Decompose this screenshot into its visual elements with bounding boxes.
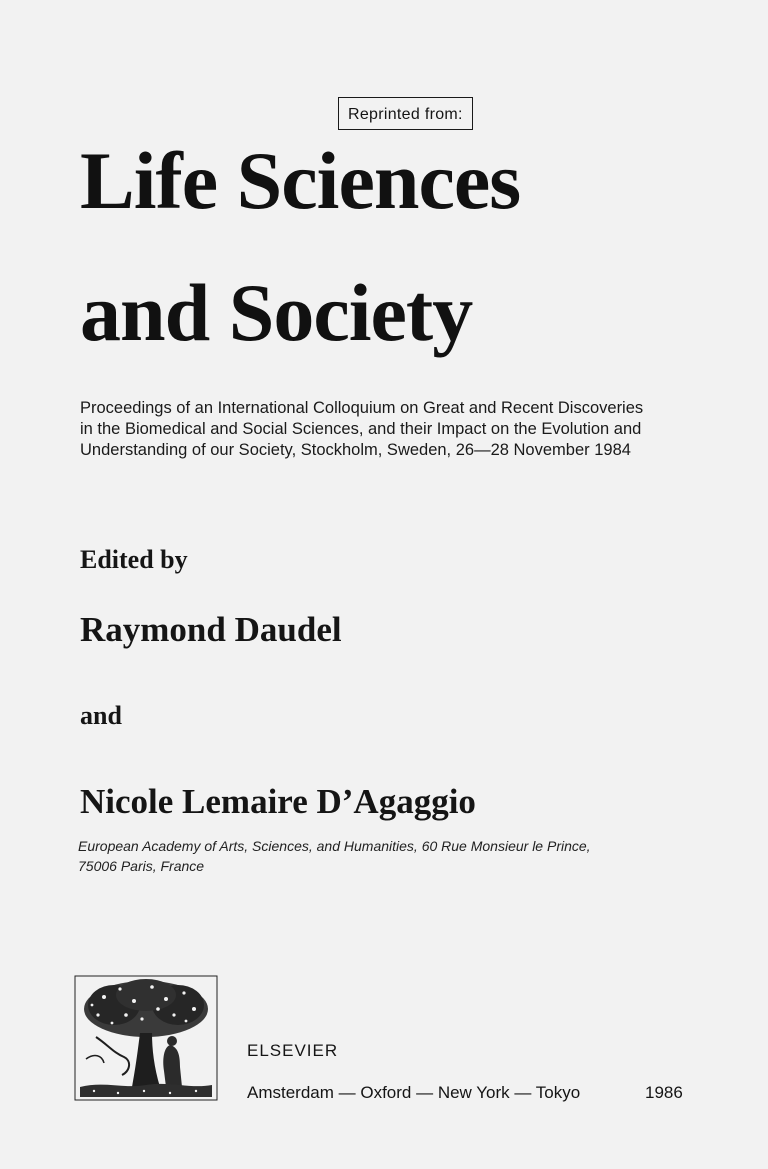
- proceedings-line: Proceedings of an International Colloquium on Great and Recent Discoveries: [80, 399, 644, 417]
- proceedings-line: in the Biomedical and Social Sciences, and their Impact on the Evolution and: [80, 420, 642, 438]
- publisher-cities: Amsterdam — Oxford — New York — Tokyo: [247, 1083, 581, 1102]
- elsevier-tree-logo-icon: [74, 975, 218, 1101]
- book-title-line-2: and Society: [80, 267, 473, 358]
- reprint-label: Reprinted from:: [338, 97, 473, 130]
- editor-name-1: Raymond Daudel: [80, 610, 342, 649]
- affiliation-line: 75006 Paris, France: [78, 858, 205, 874]
- affiliation-line: European Academy of Arts, Sciences, and Humanities, 60 Rue Monsieur le Prince,: [78, 838, 591, 854]
- editor-name-2: Nicole Lemaire D’Agaggio: [80, 782, 476, 821]
- editors-conjunction: and: [80, 701, 122, 730]
- proceedings-description: [80, 398, 740, 461]
- editor-affiliation: [78, 836, 591, 876]
- book-title-line-1: Life Sciences: [80, 135, 521, 226]
- publication-year: 1986: [645, 1083, 683, 1102]
- edited-by-label: Edited by: [80, 545, 188, 574]
- publisher-name: ELSEVIER: [247, 1041, 339, 1060]
- proceedings-line: Understanding of our Society, Stockholm, Sweden, 26—28 November 1984: [80, 441, 631, 459]
